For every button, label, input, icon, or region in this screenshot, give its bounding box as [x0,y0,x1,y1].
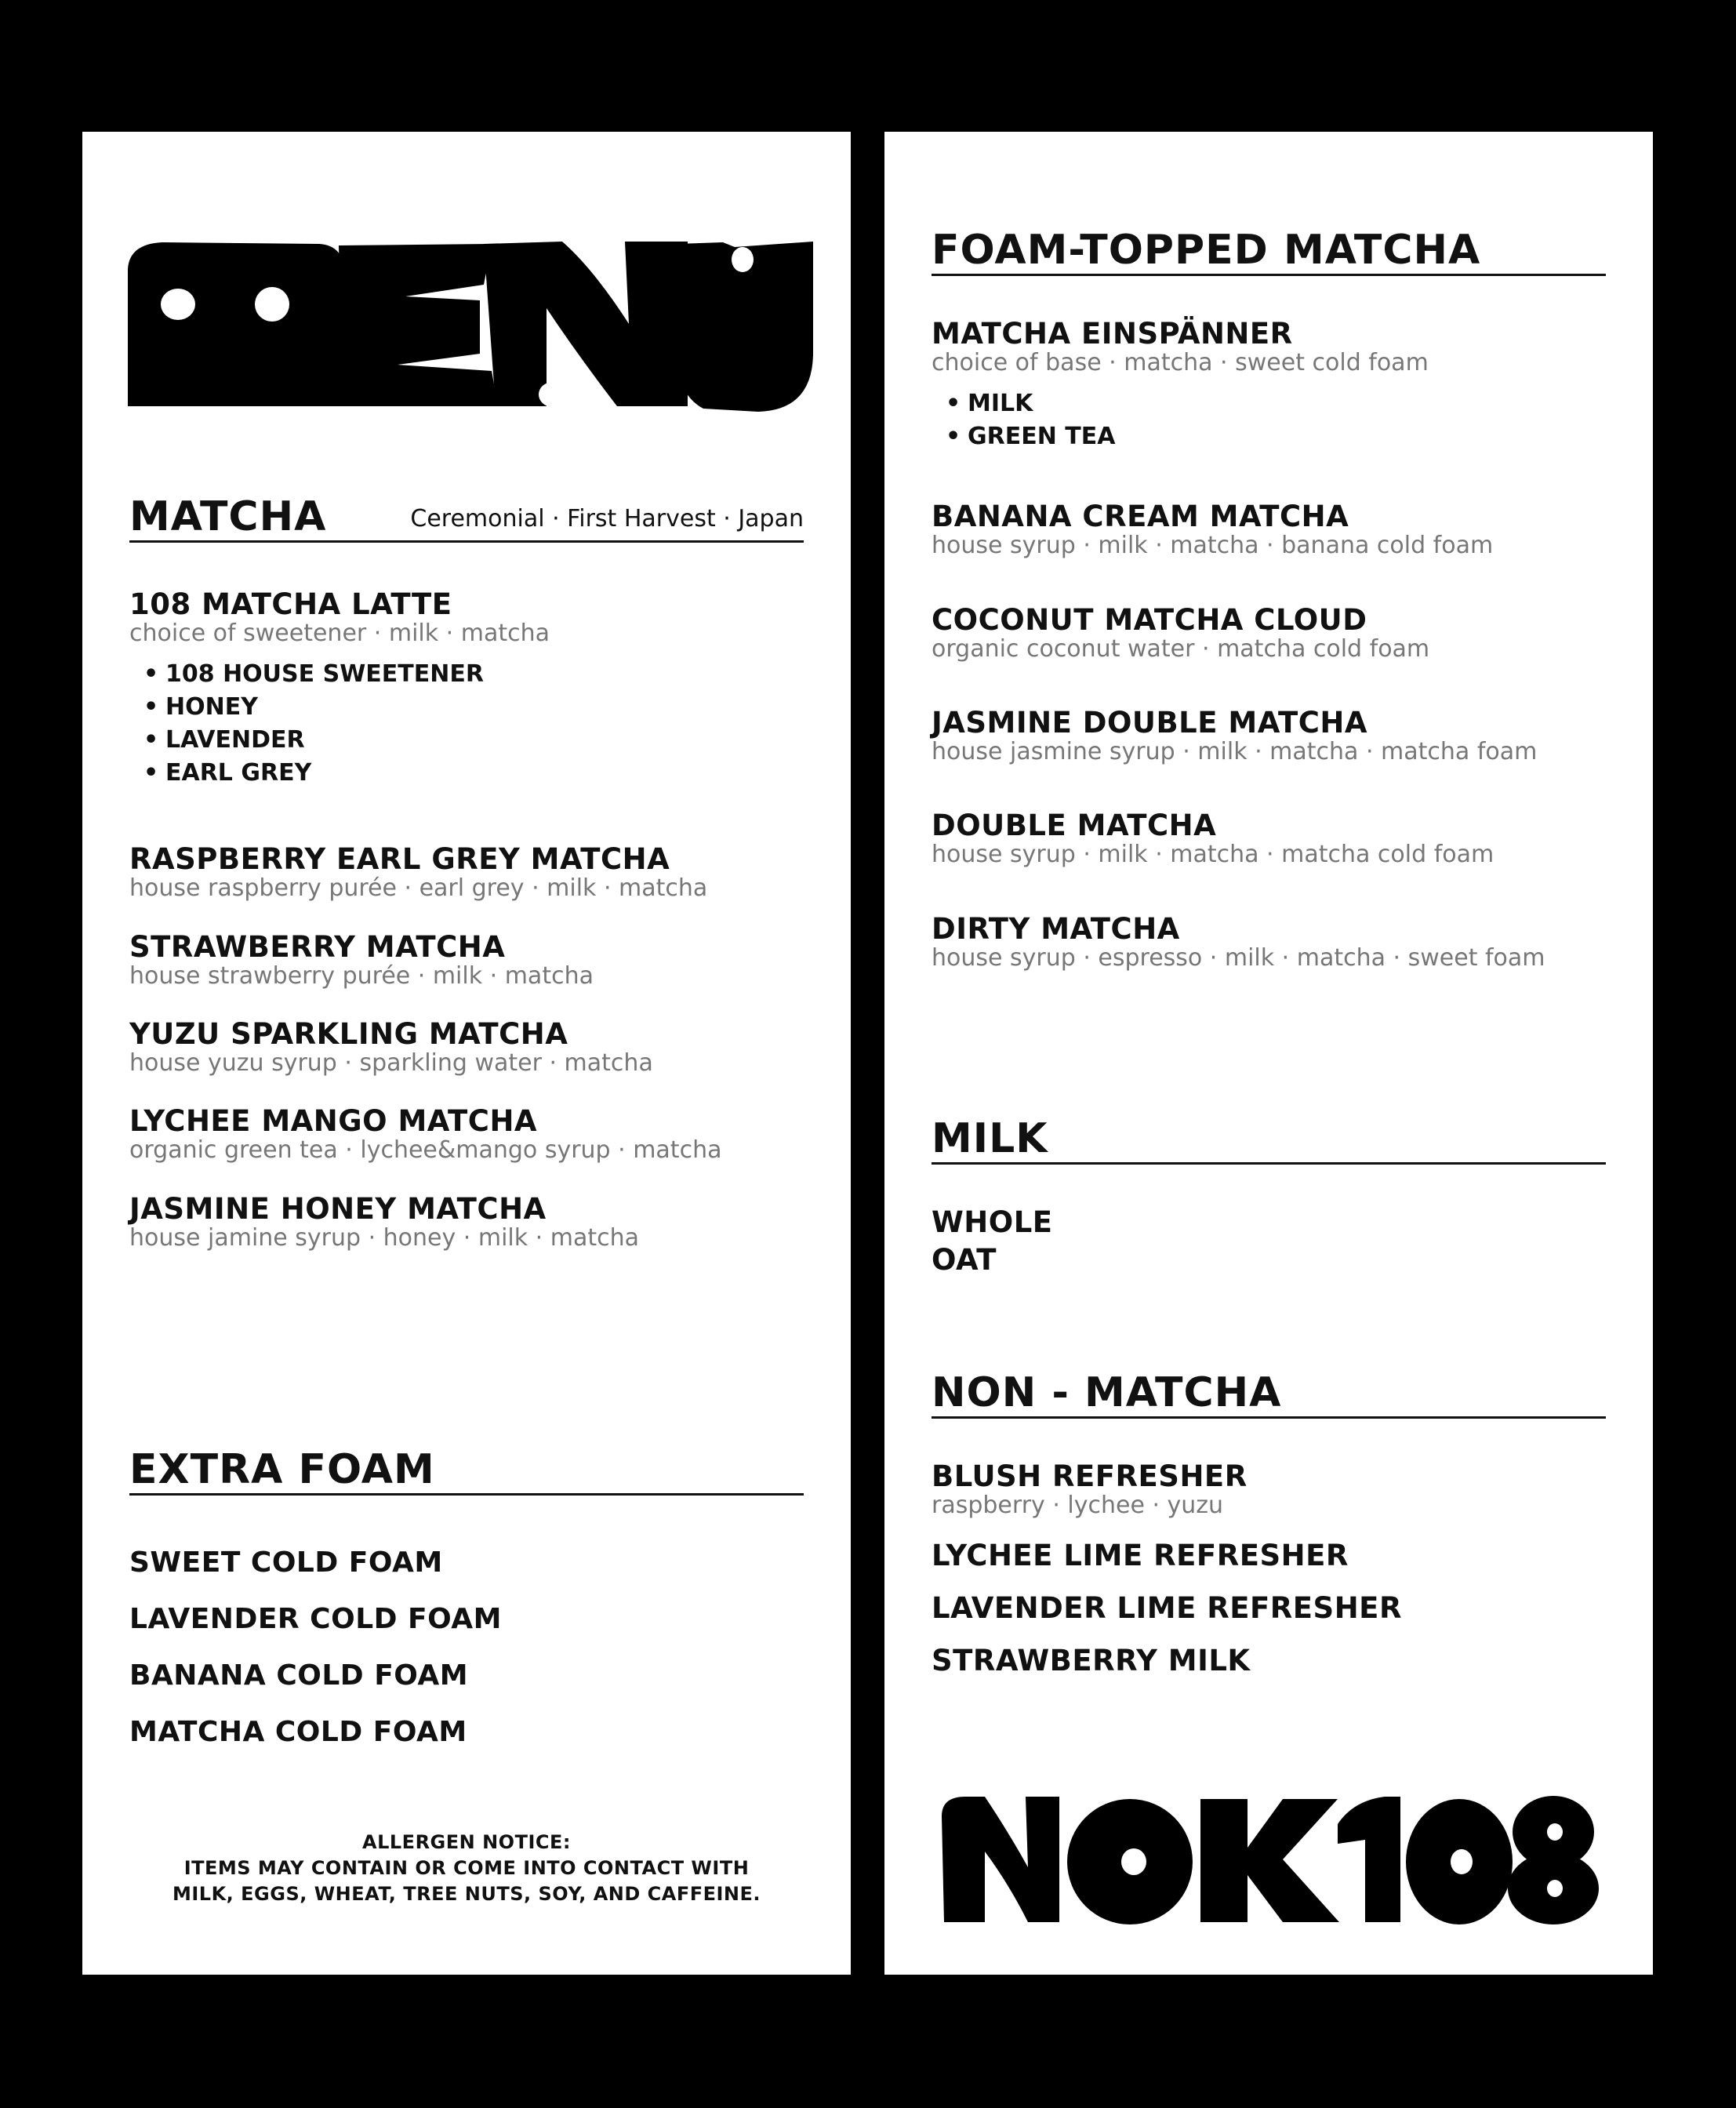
item-description: organic coconut water · matcha cold foam [932,634,1430,663]
item-description: choice of sweetener · milk · matcha [129,619,550,647]
item-description: house syrup · espresso · milk · matcha · sweet foam [932,943,1545,972]
menu-item [932,1646,1606,1677]
milk-option: WHOLE [932,1205,1053,1239]
section-title: NON - MATCHA [932,1369,1282,1416]
item-name: COCONUT MATCHA CLOUD [932,602,1367,637]
menu-page-left [82,132,851,1975]
extra-foam-header [129,1446,804,1496]
foam-topped-section [932,227,1606,972]
section-title: MATCHA [129,493,327,540]
sweetener-options [129,658,804,790]
menu-item [932,502,1606,559]
matcha-section [129,493,804,1252]
menu-item [129,842,804,903]
item-description: house yuzu syrup · sparkling water · matcha [129,1049,653,1077]
menu-item [932,811,1606,868]
extra-foam-list [129,1535,804,1761]
item-name: JASMINE DOUBLE MATCHA [932,706,1367,740]
milk-option: OAT [932,1243,997,1277]
item-name: DIRTY MATCHA [932,911,1180,946]
menu-item [129,1191,804,1252]
item-name: LAVENDER LIME REFRESHER [932,1591,1402,1626]
menu-item [129,929,804,990]
item-name: JASMINE HONEY MATCHA [129,1191,547,1226]
foam-item: BANANA COLD FOAM [129,1659,469,1692]
menu-page-right [884,132,1653,1975]
milk-section [932,1115,1606,1279]
item-description: choice of base · matcha · sweet cold foam [932,348,1429,376]
menu-item [932,1459,1606,1519]
non-matcha-header [932,1369,1606,1419]
item-name: RASPBERRY EARL GREY MATCHA [129,842,670,877]
menu-item [932,319,1606,453]
option-item: • MILK [946,387,1606,420]
item-description: house syrup · milk · matcha · matcha cold foam [932,841,1494,869]
allergen-notice [82,1830,851,1907]
item-description: house syrup · milk · matcha · banana cold foam [932,532,1494,560]
foam-item: MATCHA COLD FOAM [129,1716,467,1748]
section-tagline: Ceremonial · First Harvest · Japan [410,505,804,532]
menu-item [932,911,1606,972]
item-name: LYCHEE LIME REFRESHER [932,1539,1349,1573]
extra-foam-section [129,1446,804,1761]
foam-item: LAVENDER COLD FOAM [129,1603,502,1635]
milk-header [932,1115,1606,1165]
base-options [932,387,1606,453]
section-title: FOAM-TOPPED MATCHA [932,227,1481,274]
non-matcha-section [932,1369,1606,1678]
item-name: 108 MATCHA LATTE [129,587,452,621]
option-item: • HONEY [143,691,804,724]
item-name: BLUSH REFRESHER [932,1459,1248,1493]
option-item: • 108 HOUSE SWEETENER [143,658,804,691]
allergen-line: ITEMS MAY CONTAIN OR COME INTO CONTACT WITH [183,1857,750,1879]
menu-item [932,602,1606,663]
foam-topped-header [932,227,1606,276]
section-title: MILK [932,1115,1048,1162]
milk-list [932,1204,1606,1279]
item-name: STRAWBERRY MATCHA [129,929,506,964]
item-description: house jamine syrup · honey · milk · matcha [129,1223,640,1252]
item-name: STRAWBERRY MILK [932,1644,1251,1678]
menu-item [129,587,804,790]
item-name: LYCHEE MANGO MATCHA [129,1104,538,1139]
matcha-section-header [129,493,804,543]
item-description: raspberry · lychee · yuzu [932,1491,1224,1519]
option-item: • LAVENDER [143,724,804,757]
option-item: • GREEN TEA [946,420,1606,453]
foam-item: SWEET COLD FOAM [129,1546,443,1579]
item-description: house raspberry purée · earl grey · milk · matcha [129,874,708,903]
menu-item [129,1104,804,1165]
menu-item [932,1541,1606,1572]
item-description: organic green tea · lychee&mango syrup · matcha [129,1136,722,1165]
menu-logo [123,238,817,414]
allergen-heading: ALLERGEN NOTICE: [362,1831,571,1853]
item-description: house jasmine syrup · milk · matcha · matcha foam [932,737,1538,765]
option-item: • EARL GREY [143,757,804,790]
section-title: EXTRA FOAM [129,1446,435,1493]
item-name: BANANA CREAM MATCHA [932,500,1349,534]
item-name: MATCHA EINSPÄNNER [932,317,1293,351]
menu-item [932,1591,1606,1626]
allergen-line: MILK, EGGS, WHEAT, TREE NUTS, SOY, AND CAFFEINE. [172,1883,761,1905]
menu-item [932,708,1606,765]
menu-item [129,1019,804,1077]
item-name: DOUBLE MATCHA [932,809,1217,843]
item-name: YUZU SPARKLING MATCHA [129,1017,568,1052]
nok108-logo [938,1793,1600,1926]
item-description: house strawberry purée · milk · matcha [129,961,594,990]
